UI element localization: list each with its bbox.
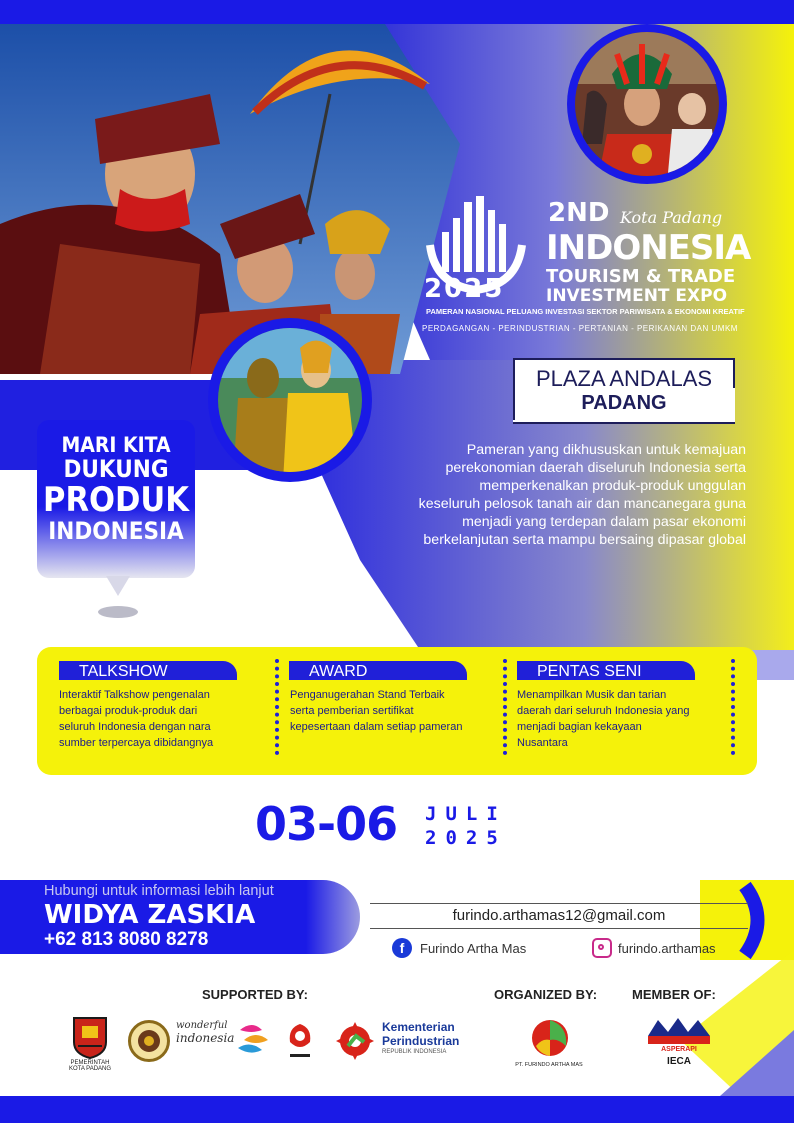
title-indonesia: INDONESIA (546, 228, 751, 268)
contact-phone: +62 813 8080 8278 (44, 929, 209, 950)
slogan-line4: INDONESIA (48, 517, 184, 545)
description-line-5: menjadi yang terdepan dalam pasar ekonomi (462, 514, 746, 530)
contact-intro: Hubungi untuk informasi lebih lanjut (44, 883, 274, 899)
event-month: JULI (425, 803, 507, 825)
description-line-2: perekonomian daerah diseluruh Indonesia serta (445, 460, 746, 476)
member-of-label: MEMBER OF: (632, 987, 716, 1002)
feature-label-award: AWARD (289, 661, 467, 680)
email-box[interactable] (370, 903, 748, 929)
venue-line2: PADANG (581, 392, 667, 414)
top-bar (0, 0, 794, 24)
slogan-pointer (98, 576, 138, 620)
seal-logo (128, 1020, 170, 1062)
facebook-label: Furindo Artha Mas (420, 940, 527, 956)
feature-award-line-2: serta pemberian sertifikat (290, 705, 414, 717)
feature-text-talkshow (59, 687, 279, 751)
venue-left-tick (513, 360, 515, 420)
slogan-line2: DUKUNG (63, 455, 169, 483)
event-year: 2025 (425, 827, 507, 849)
pemkot-line2: KOTA PADANG (68, 1066, 112, 1072)
feature-pentas-line-2: daerah dari seluruh Indonesia yang (517, 705, 690, 717)
slogan-line1: MARI KITA (61, 433, 171, 457)
feature-label-talkshow: TALKSHOW (59, 661, 237, 680)
expo-subtitle-1: PAMERAN NASIONAL PELUANG INVESTASI SEKTOR PARIWISATA & EKONOMI KREATIF (426, 307, 745, 316)
venue-line1: PLAZA ANDALAS (535, 366, 713, 391)
feature-pentas-line-1: Menampilkan Musik dan tarian (517, 689, 667, 701)
pemkot-emblem-icon (70, 1016, 110, 1060)
edition: 2ND (548, 198, 610, 228)
description-line-1: Pameran yang dikhususkan untuk kemajuan (466, 442, 746, 458)
kemenperin-line3: REPUBLIK INDONESIA (382, 1049, 447, 1055)
feature-talkshow-line-3: seluruh Indonesia dengan nara (59, 721, 211, 733)
feature-text-pentas-seni (517, 687, 737, 751)
feature-pentas-line-3: menjadi bagian kekayaan (517, 721, 642, 733)
city-script: Kota Padang (620, 208, 723, 227)
expo-logo (420, 190, 790, 340)
instagram-icon (592, 938, 612, 958)
organized-by-label: ORGANIZED BY: (494, 987, 598, 1002)
event-days: 03-06 (255, 797, 398, 851)
contact-email[interactable]: furindo.arthamas12@gmail.com (452, 907, 666, 924)
feature-divider-3 (731, 659, 735, 755)
instagram-link[interactable] (592, 938, 716, 958)
features-panel (37, 647, 757, 775)
feature-talkshow-line-4: sumber terpercaya dibidangnya (59, 737, 214, 749)
organizer-emblem-icon (528, 1016, 572, 1060)
venue-box (513, 358, 735, 424)
instagram-label: furindo.arthamas (618, 940, 716, 956)
feature-label-pentas-seni: PENTAS SENI (517, 661, 695, 680)
organizer-logo (504, 1016, 594, 1072)
title-investment-expo: INVESTMENT EXPO (546, 286, 728, 306)
feature-talkshow-line-1: Interaktif Talkshow pengenalan (59, 689, 210, 701)
circle-photo-top (567, 24, 727, 184)
asperapi-label: ASPERAPI (661, 1046, 697, 1053)
feature-pentas-line-4: Nusantara (517, 737, 568, 749)
feature-text-award (290, 687, 510, 735)
seal-icon (131, 1023, 167, 1059)
pemkot-line1: PEMERINTAH (70, 1060, 110, 1066)
kemenperin-line2: Perindustrian (382, 1034, 460, 1048)
description (330, 441, 746, 549)
gear-icon (334, 1020, 376, 1062)
garuda-icon (232, 1020, 272, 1060)
expo-subtitle-2: PERDAGANGAN - PERINDUSTRIAN - PERTANIAN - PERIKANAN DAN UMKM (422, 324, 738, 333)
bottom-bar (0, 1096, 794, 1123)
contact-name: WIDYA ZASKIA (44, 900, 256, 930)
slogan-line3: PRODUK (43, 480, 189, 520)
feature-divider-1 (275, 659, 279, 755)
wonderful-line2: indonesia (176, 1031, 235, 1045)
description-line-6: berkelanjutan serta mampu bersaing dipasar global (423, 532, 746, 548)
organizer-caption: PT. FURINDO ARTHA MAS (515, 1062, 583, 1068)
description-line-3: memperkenalkan produk-produk unggulan (479, 478, 746, 494)
asperapi-emblem-icon (644, 1016, 714, 1046)
creative-logo (278, 1018, 322, 1062)
pemkot-padang-logo (60, 1016, 120, 1086)
venue-right-tick (733, 358, 735, 388)
ieca-label: IECA (667, 1056, 691, 1067)
supported-by-label: SUPPORTED BY: (202, 987, 308, 1002)
slogan-box (37, 420, 195, 578)
wonderful-indonesia-logo (176, 1020, 272, 1060)
logo-year: 2025 (424, 274, 505, 304)
feature-award-line-1: Penganugerahan Stand Terbaik (290, 689, 445, 701)
wonderful-line1: wonderful (176, 1020, 228, 1031)
creative-icon (278, 1018, 322, 1062)
kemenperin-logo (334, 1018, 474, 1062)
title-tourism-trade: TOURISM & TRADE (546, 266, 736, 287)
kemenperin-line1: Kementerian (382, 1020, 455, 1034)
feature-award-line-3: kepesertaan dalam setiap pameran (290, 721, 463, 733)
description-line-4: keseluruh pelosok tanah air dan mancanegara guna (418, 496, 746, 512)
feature-divider-2 (503, 659, 507, 755)
member-logo (638, 1016, 720, 1072)
facebook-icon: f (392, 938, 412, 958)
feature-talkshow-line-2: berbagai produk-produk dari (59, 705, 198, 717)
facebook-link[interactable] (392, 938, 526, 958)
